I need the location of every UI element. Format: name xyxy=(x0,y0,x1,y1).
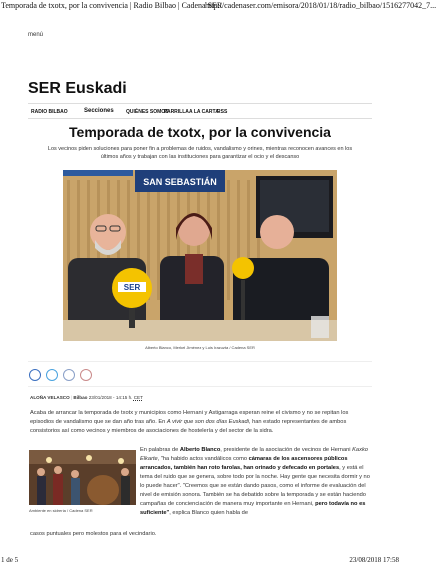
share-bottom-divider xyxy=(28,386,372,387)
article-lead: Los vecinos piden soluciones para poner fin a problemas de ruidos, vandalismo y orines, mientras reconocen avances en los últimos años y trabajan con las instituciones para garantizar el ocio y el descanso xyxy=(47,146,353,160)
studio-sign: SAN SEBASTIÁN xyxy=(143,177,217,187)
mic-label: SER xyxy=(123,283,141,292)
nav-secciones[interactable]: Secciones xyxy=(84,108,114,114)
studio-illustration xyxy=(63,170,337,341)
inline-photo xyxy=(29,450,136,505)
program-link[interactable]: A vivir que son dos días Euskadi xyxy=(166,419,249,425)
nav-rss[interactable]: RSS xyxy=(217,109,228,115)
print-page-title: Temporada de txotx, por la convivencia | Radio Bilbao | Cadena SER xyxy=(1,1,223,10)
article-paragraph-2-continued: casos puntuales pero molestos para el vecindario. xyxy=(30,531,157,537)
nav-radio-bilbao[interactable]: RADIO BILBAO xyxy=(31,109,68,115)
inline-photo-caption: Ambiente en sidrería / Cadena SER xyxy=(29,508,93,513)
share-twitter-button[interactable] xyxy=(46,369,58,381)
print-page-number: 1 de 5 xyxy=(1,556,19,564)
nav-bottom-divider xyxy=(28,118,372,119)
nav-quienes-somos[interactable]: QUIÉNES SOMOS xyxy=(126,109,169,115)
byline-datetime: 23/01/2018 - 14:15 h. xyxy=(88,395,133,400)
main-photo-caption: Alberto Blanco, Merkel Jiménez y Luis Irazuzta / Cadena SER xyxy=(145,345,255,350)
byline-city: Bilbao xyxy=(73,395,88,400)
article-paragraph-2: En palabras de Alberto Blanco, presidente de la asociación de vecinos de Hernani Kaxko Elkarte, "ha habido actos vandálicos como cámaras de los ascensores públicos arrancados, también han roto farolas, han orinado y defecado en portales, y está el tema del ruido que se genera, sobre todo por la noche. Hay gente que necesita dormir y no lo puede hacer". "Creemos que se están dando pasos, como el informe de evaluación del nivel de emisión sonora. También se ha debatido sobre la temporada y se están haciendo campañas de concienciación de manera muy importante en Hernani, pero todavía no es suficiente", explica Blanco quien habla de xyxy=(140,447,370,516)
share-linkedin-button[interactable] xyxy=(63,369,75,381)
share-top-divider xyxy=(28,361,372,362)
share-facebook-button[interactable] xyxy=(29,369,41,381)
article-paragraph-1: Acaba de arrancar la temporada de txotx y municipios como Hernani y Astigarraga esperan reine el civismo y no se repitan los episodios de vandalismo que se dan año tras año. En A vivir que son dos días Euskadi, han estado representantes de ambos consistorios así como vecinos y miembros de asociaciones de hostelería y del sector de la sidra. xyxy=(30,410,349,434)
byline-author[interactable]: ALOÑA VELASCO xyxy=(30,395,70,400)
menu-button[interactable]: menú xyxy=(28,32,44,38)
share-email-button[interactable] xyxy=(80,369,92,381)
nav-top-divider xyxy=(28,103,372,104)
print-datetime: 23/08/2018 17:58 xyxy=(349,556,399,564)
byline-timezone: CET xyxy=(133,395,143,400)
article-title: Temporada de txotx, por la convivencia xyxy=(69,124,331,140)
nav-parrilla[interactable]: PARRILLA xyxy=(164,109,189,115)
main-photo xyxy=(63,170,337,341)
print-page-url: http://cadenaser.com/emisora/2018/01/18/radio_bilbao/1516277042_7... xyxy=(205,1,436,10)
byline: ALOÑA VELASCO | Bilbao 23/01/2018 - 14:15 h. CET xyxy=(30,395,143,400)
nav-a-la-carta[interactable]: A LA CARTA xyxy=(189,109,219,115)
site-brand[interactable]: SER Euskadi xyxy=(28,80,127,97)
cider-house-illustration xyxy=(29,450,136,505)
